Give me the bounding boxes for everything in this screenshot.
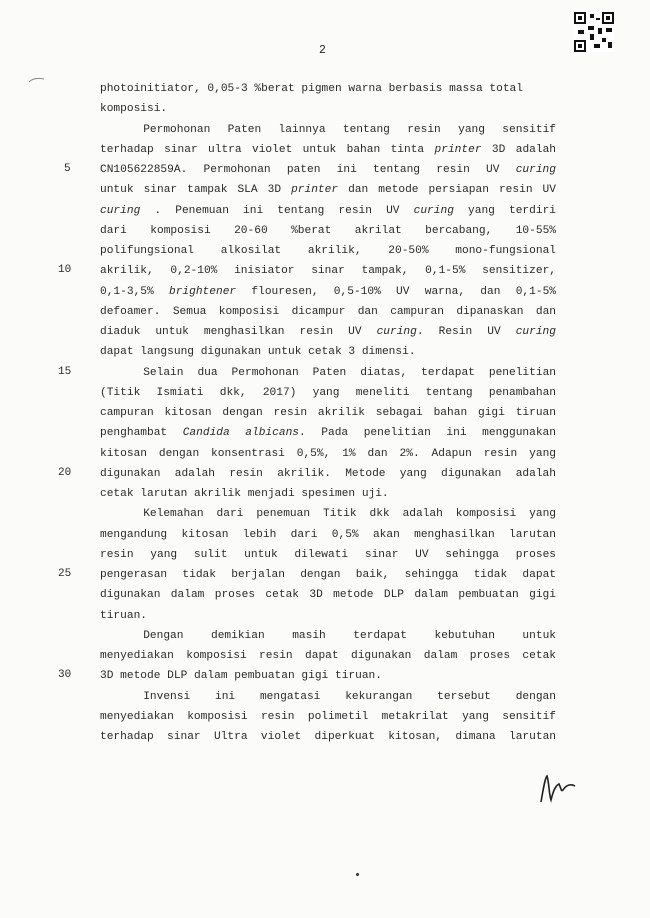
line-number-marker: 20 [58,466,72,479]
text-line: curing . Penemuan ini tentang resin UV curing yang terdiri [100,204,556,217]
text-line: tiruan. [100,609,147,622]
text-line: dapat langsung digunakan untuk cetak 3 dimensi. [100,346,416,359]
line-number-marker: 15 [58,365,72,378]
text-line: digunakan adalah resin akrilik. Metode yang digunakan adalah [100,467,556,480]
text-line: (Titik Ismiati dkk, 2017) yang meneliti tentang penambahan [100,386,556,399]
text-line: untuk sinar tampak SLA 3D printer dan metode persiapan resin UV [100,184,556,197]
text-line: pengerasan tidak berjalan dengan baik, sehingga tidak dapat [100,569,556,581]
text-line: terhadap sinar ultra violet untuk bahan tinta printer 3D adalah [100,143,556,156]
text-line: Selain dua Permohonan Paten diatas, terdapat penelitian [143,366,556,379]
text-line: cetak larutan akrilik menjadi spesimen uji. [100,488,389,500]
text-line: 0,1-3,5% brightener flouresen, 0,5-10% UV warna, dan 0,1-5% [100,285,556,298]
line-number-marker: 30 [58,669,72,682]
text-line: digunakan dalam proses cetak 3D metode DLP dalam pembuatan gigi [100,589,556,602]
text-line: penghambat Candida albicans. Pada penelitian ini menggunakan [100,427,556,440]
signature-initial [537,772,577,806]
margin-mark [28,76,46,84]
text-line: terhadap sinar Ultra violet diperkuat kitosan, dimana larutan [100,731,556,743]
line-number-marker: 5 [64,163,71,175]
text-line: 3D metode DLP dalam pembuatan gigi tiruan. [100,670,382,683]
qr-code-icon [574,12,614,52]
text-line: diaduk untuk menghasilkan resin UV curing. Resin UV curing [100,326,556,338]
line-number-marker: 10 [58,264,72,277]
text-line: photoinitiator, 0,05-3 %berat pigmen warna berbasis massa total [100,83,523,95]
text-line: menyediakan komposisi resin polimetil metakrilat yang sensitif [100,710,556,723]
text-line: resin yang sulit untuk dilewati sinar UV sehingga proses [100,548,556,561]
text-line: menyediakan komposisi resin dapat digunakan dalam proses cetak [100,650,556,662]
text-line: akrilik, 0,2-10% inisiator sinar tampak, 0,1-5% sensitizer, [100,265,556,278]
text-line: campuran kitosan dengan resin akrilik sebagai bahan gigi tiruan [100,407,556,419]
text-line: polifungsional alkosilat akrilik, 20-50% mono-fungsional [100,245,556,257]
text-line: kitosan dengan konsentrasi 0,5%, 1% dan 2%. Adapun resin yang [100,447,556,460]
text-line: dari komposisi 20-60 %berat akrilat bercabang, 10-55% [100,224,556,237]
text-line: Invensi ini mengatasi kekurangan tersebut dengan [143,690,556,703]
text-line: mengandung kitosan lebih dari 0,5% akan menghasilkan larutan [100,528,556,541]
page-number: 2 [319,44,326,57]
line-number-marker: 25 [58,568,72,580]
text-line: komposisi. [100,103,168,116]
page-dot [356,873,359,876]
text-line: Kelemahan dari penemuan Titik dkk adalah komposisi yang [143,508,556,521]
text-line: CN105622859A. Permohonan paten ini tentang resin UV curing [100,164,556,176]
text-line: Dengan demikian masih terdapat kebutuhan untuk [143,629,556,642]
text-line: defoamer. Semua komposisi dicampur dan campuran dipanaskan dan [100,305,556,318]
text-line: Permohonan Paten lainnya tentang resin yang sensitif [143,123,556,136]
